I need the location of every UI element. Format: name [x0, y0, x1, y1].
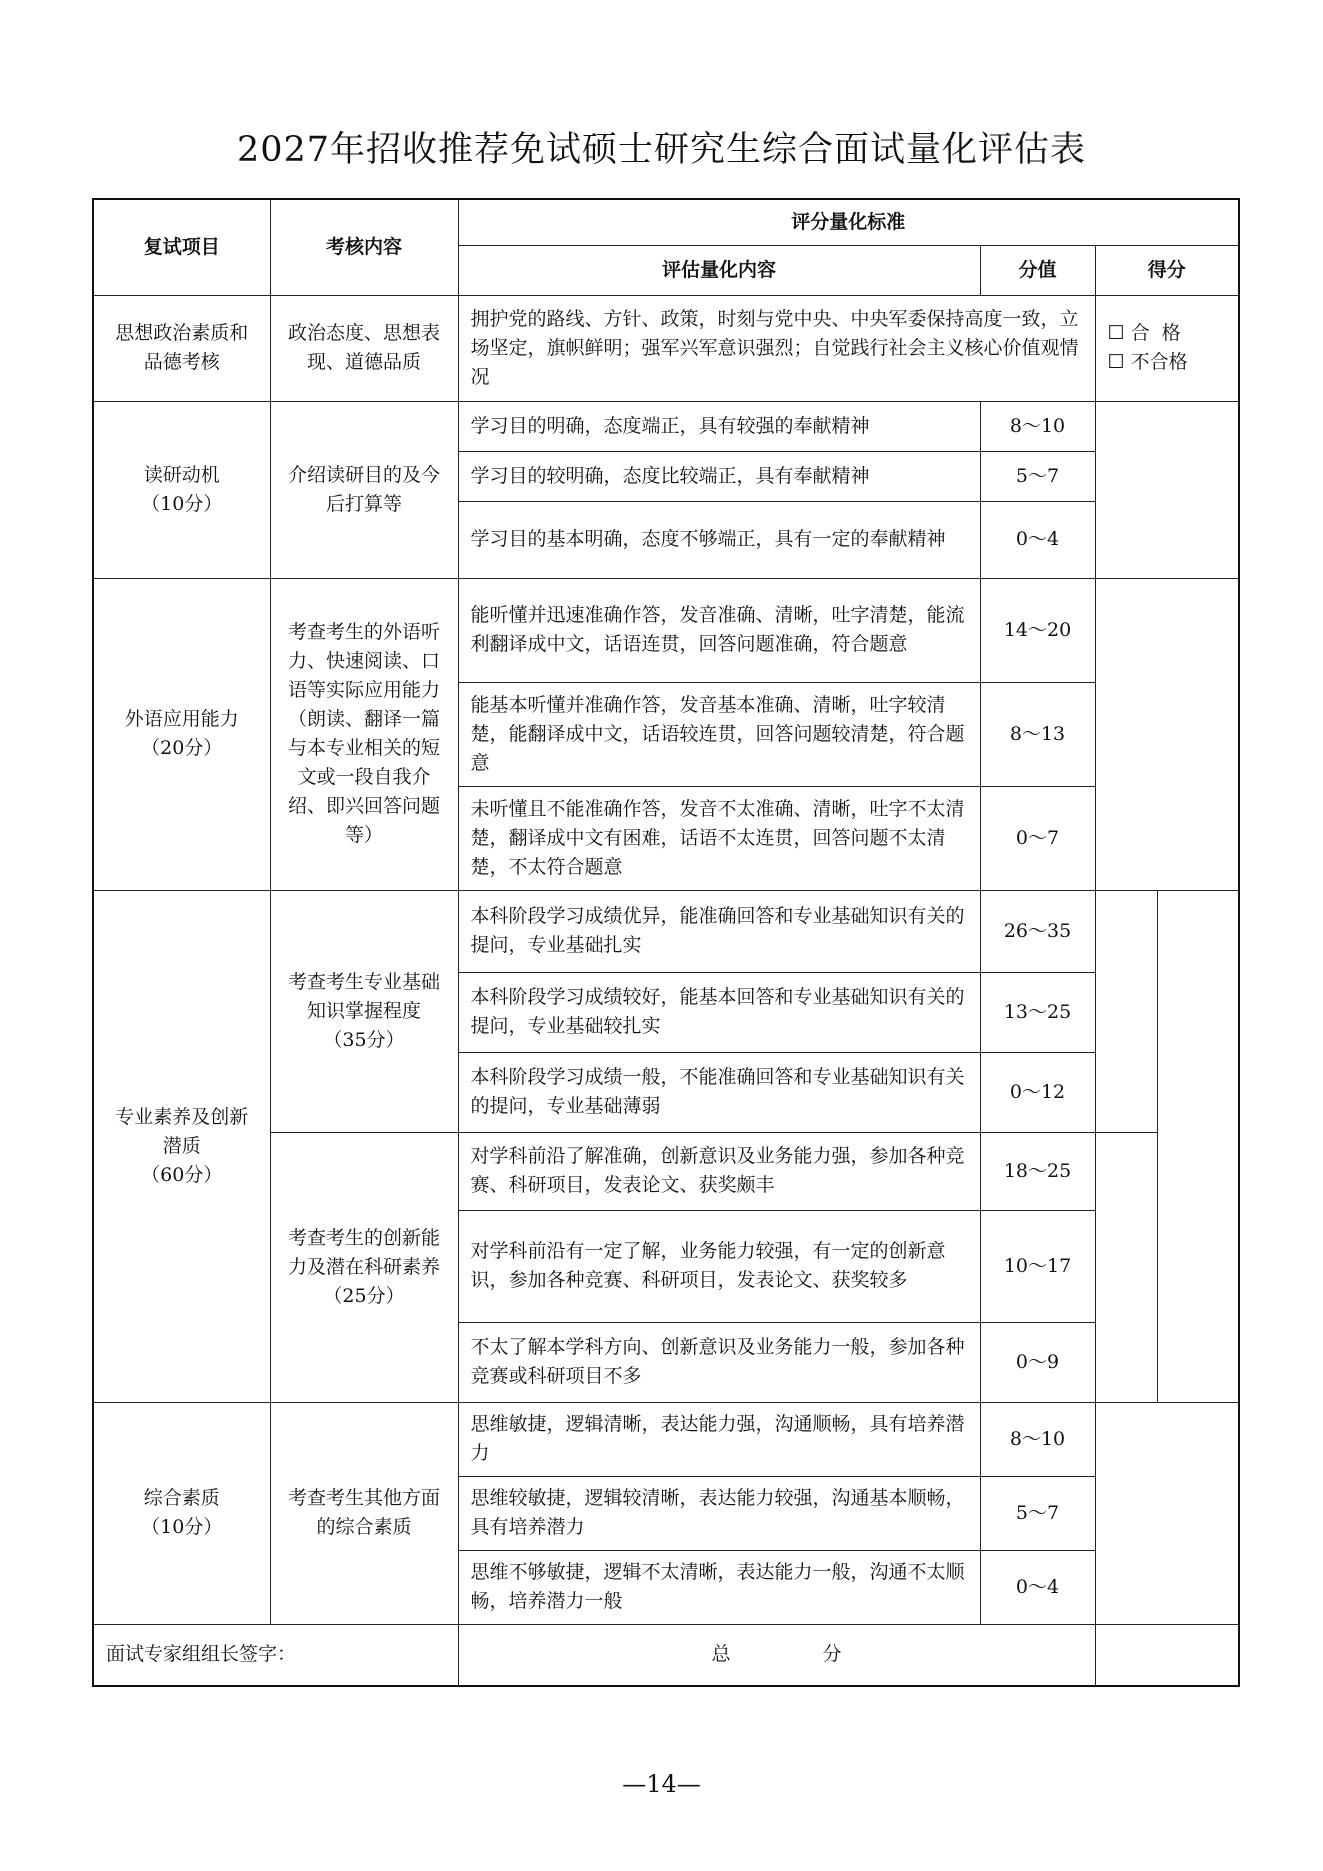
header-project: 复试项目	[93, 199, 270, 295]
header-criteria: 评分量化标准	[458, 199, 1239, 245]
category-overall-points: （10分）	[141, 1516, 223, 1538]
value-basics-3: 0～12	[980, 1052, 1095, 1132]
content-motivation: 介绍读研目的及今后打算等	[270, 401, 458, 578]
score-innovation[interactable]	[1095, 1132, 1157, 1402]
header-content: 考核内容	[270, 199, 458, 295]
pass-fail-options	[1095, 295, 1239, 401]
category-motivation-points: （10分）	[141, 492, 223, 515]
content-overall: 考查考生其他方面的综合素质	[270, 1402, 458, 1624]
desc-motivation-3: 学习目的基本明确，态度不够端正，具有一定的奉献精神	[458, 501, 980, 578]
content-politics: 政治态度、思想表现、道德品质	[270, 295, 458, 401]
value-language-2: 8～13	[980, 682, 1095, 786]
value-overall-3: 0～4	[980, 1550, 1095, 1624]
desc-overall-3: 思维不够敏捷，逻辑不太清晰，表达能力一般，沟通不太顺畅，培养潜力一般	[458, 1550, 980, 1624]
signature-field[interactable]: 面试专家组组长签字：	[93, 1624, 458, 1686]
category-language	[93, 578, 270, 890]
score-motivation[interactable]	[1095, 401, 1239, 578]
evaluation-table	[92, 198, 1240, 1687]
desc-basics-2: 本科阶段学习成绩较好，能基本回答和专业基础知识有关的提问，专业基础较扎实	[458, 972, 980, 1052]
content-professional-innovation: 考查考生的创新能力及潜在科研素养（25分）	[270, 1132, 458, 1402]
value-basics-1: 26～35	[980, 890, 1095, 972]
value-motivation-3: 0～4	[980, 501, 1095, 578]
header-value: 分值	[980, 245, 1095, 295]
value-overall-1: 8～10	[980, 1402, 1095, 1476]
value-overall-2: 5～7	[980, 1476, 1095, 1550]
desc-motivation-2: 学习目的较明确，态度比较端正，具有奉献精神	[458, 451, 980, 501]
page-title: 2027年招收推荐免试硕士研究生综合面试量化评估表	[236, 130, 1087, 170]
score-language[interactable]	[1095, 578, 1239, 890]
total-score-field[interactable]	[1095, 1624, 1239, 1686]
option-pass-checkbox[interactable]: ☐ 合 格	[1107, 322, 1181, 344]
category-politics: 思想政治素质和品德考核	[93, 295, 270, 401]
value-innovation-2: 10～17	[980, 1210, 1095, 1322]
option-fail-checkbox[interactable]: ☐ 不合格	[1107, 351, 1188, 373]
total-label-2: 分	[822, 1643, 842, 1666]
total-score-label	[458, 1624, 1095, 1686]
desc-language-1: 能听懂并迅速准确作答，发音准确、清晰，吐字清楚，能流利翻译成中文，话语连贯，回答问题准确，符合题意	[458, 578, 980, 682]
category-motivation	[93, 401, 270, 578]
desc-basics-1: 本科阶段学习成绩优异，能准确回答和专业基础知识有关的提问，专业基础扎实	[458, 890, 980, 972]
desc-language-3: 未听懂且不能准确作答，发音不太准确、清晰，吐字不太清楚，翻译成中文有困难，话语不太连贯，回答问题不太清楚，不太符合题意	[458, 786, 980, 890]
content-professional-basics	[270, 890, 458, 1132]
score-professional-total[interactable]	[1157, 890, 1239, 1402]
category-language-title: 外语应用能力	[124, 708, 239, 730]
score-overall[interactable]	[1095, 1402, 1239, 1624]
content-basics-points: （35分）	[323, 1028, 405, 1051]
score-basics[interactable]	[1095, 890, 1157, 1132]
desc-language-2: 能基本听懂并准确作答，发音基本准确、清晰，吐字较清楚，能翻译成中文，话语较连贯，回答问题较清楚，符合题意	[458, 682, 980, 786]
content-language: 考查考生的外语听力、快速阅读、口语等实际应用能力（朗读、翻译一篇与本专业相关的短文或一段自我介绍、即兴回答问题等）	[270, 578, 458, 890]
category-professional-points: （60分）	[141, 1163, 223, 1186]
category-motivation-title: 读研动机	[143, 463, 220, 486]
category-overall-title: 综合素质	[143, 1487, 220, 1509]
desc-basics-3: 本科阶段学习成绩一般，不能准确回答和专业基础知识有关的提问，专业基础薄弱	[458, 1052, 980, 1132]
total-label-1: 总	[711, 1643, 731, 1666]
value-innovation-3: 0～9	[980, 1322, 1095, 1402]
desc-innovation-1: 对学科前沿了解准确，创新意识及业务能力强，参加各种竞赛、科研项目，发表论文、获奖颇丰	[458, 1132, 980, 1210]
value-motivation-1: 8～10	[980, 401, 1095, 451]
header-score: 得分	[1095, 245, 1239, 295]
value-innovation-1: 18～25	[980, 1132, 1095, 1210]
value-motivation-2: 5～7	[980, 451, 1095, 501]
category-language-points: （20分）	[141, 737, 223, 759]
value-basics-2: 13～25	[980, 972, 1095, 1052]
value-language-3: 0～7	[980, 786, 1095, 890]
desc-overall-2: 思维较敏捷，逻辑较清晰，表达能力较强，沟通基本顺畅，具有培养潜力	[458, 1476, 980, 1550]
page-number: —14—	[622, 1770, 701, 1798]
category-overall	[93, 1402, 270, 1624]
desc-motivation-1: 学习目的明确，态度端正，具有较强的奉献精神	[458, 401, 980, 451]
desc-politics: 拥护党的路线、方针、政策，时刻与党中央、中央军委保持高度一致，立场坚定，旗帜鲜明；强军兴军意识强烈；自觉践行社会主义核心价值观情况	[458, 295, 1095, 401]
value-language-1: 14～20	[980, 578, 1095, 682]
content-basics-text: 考查考生专业基础知识掌握程度	[287, 970, 440, 1022]
desc-innovation-3: 不太了解本学科方向、创新意识及业务能力一般，参加各种竞赛或科研项目不多	[458, 1322, 980, 1402]
category-professional-title: 专业素养及创新潜质	[115, 1105, 249, 1157]
category-professional	[93, 890, 270, 1402]
desc-overall-1: 思维敏捷，逻辑清晰，表达能力强，沟通顺畅，具有培养潜力	[458, 1402, 980, 1476]
desc-innovation-2: 对学科前沿有一定了解，业务能力较强，有一定的创新意识，参加各种竞赛、科研项目，发表论文、获奖较多	[458, 1210, 980, 1322]
header-eval-content: 评估量化内容	[458, 245, 980, 295]
